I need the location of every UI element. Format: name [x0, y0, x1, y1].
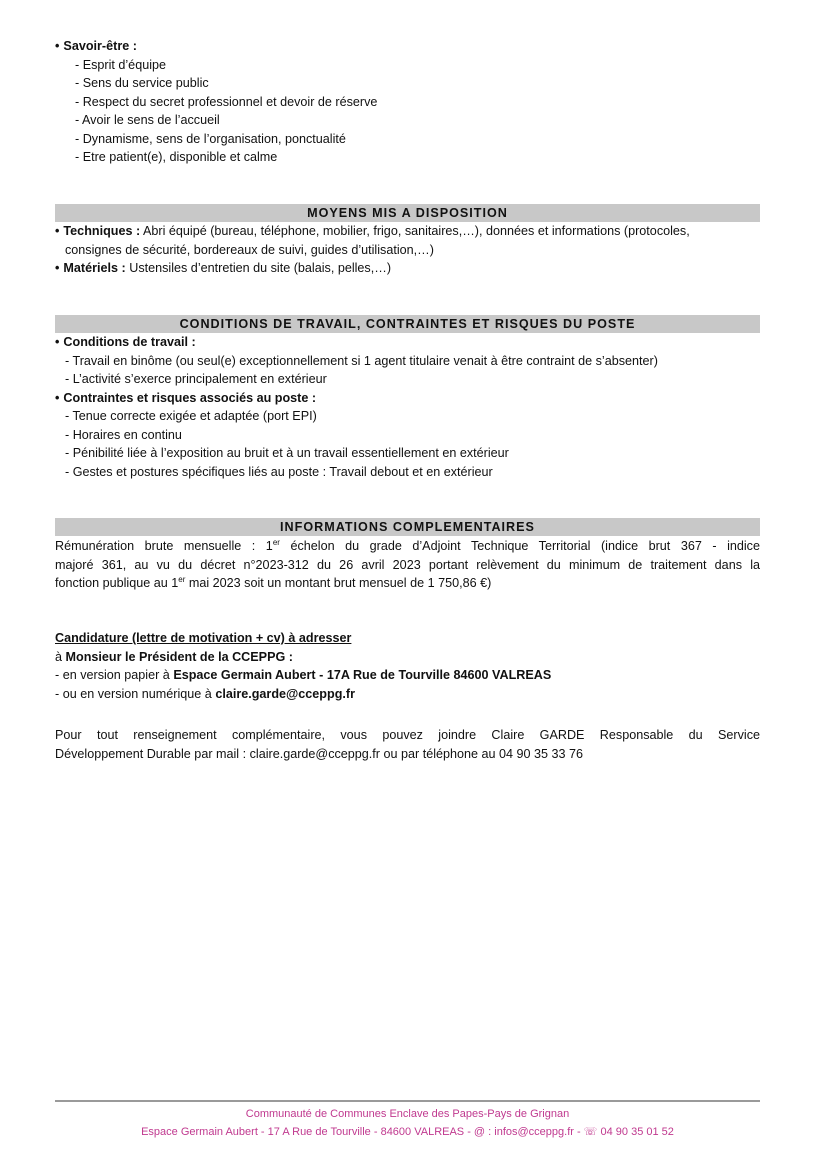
paper-address: Espace Germain Aubert - 17A Rue de Tourville 84600 VALREAS — [173, 668, 552, 682]
materiels-line — [55, 259, 760, 278]
list-item: - Dynamisme, sens de l’organisation, ponctualité — [75, 131, 346, 146]
bullet-icon: • — [55, 261, 60, 275]
recipient-prefix: à — [55, 649, 66, 664]
conditions-label-line — [55, 333, 760, 352]
list-item: - Sens du service public — [75, 76, 209, 90]
list-item: - Horaires en continu — [65, 427, 182, 442]
conditions-label: Conditions de travail : — [63, 335, 196, 349]
remuneration-line-2: majoré 361, au vu du décret n°2023-312 du 26 avril 2023 portant relèvement du minimum de traitement dans la — [55, 557, 760, 572]
materiels-text: Ustensiles d’entretien du site (balais, pelles,…) — [129, 261, 392, 275]
list-item: - Respect du secret professionnel et devoir de réserve — [75, 94, 378, 109]
savoir-etre-title: Savoir-être : — [63, 39, 137, 53]
techniques-label: Techniques : — [63, 224, 141, 238]
remuneration-text: fonction publique au 1 — [55, 576, 179, 590]
remuneration-text: échelon du grade d’Adjoint Technique Territorial (indice brut 367 - indice — [279, 539, 760, 553]
candidature-section — [55, 629, 760, 703]
risks-label-line — [55, 389, 760, 408]
list-item: - Pénibilité liée à l’exposition au bruit et à un travail essentiellement en extérieur — [65, 446, 509, 460]
infos-heading: INFORMATIONS COMPLEMENTAIRES — [55, 518, 760, 536]
remuneration-line-3 — [55, 574, 760, 593]
superscript: er — [272, 538, 280, 547]
list-item: - Tenue correcte exigée et adaptée (port EPI) — [65, 409, 317, 423]
remuneration-line-1 — [55, 537, 760, 556]
techniques-text-cont: consignes de sécurité, bordereaux de suivi, guides d’utilisation,…) — [65, 242, 434, 257]
list-item: - Travail en binôme (ou seul(e) exceptionnellement si 1 agent titulaire venait à être contraint de s’absenter) — [65, 353, 658, 368]
footer-divider — [55, 1100, 760, 1102]
contact-line-1: Pour tout renseignement complémentaire, vous pouvez joindre Claire GARDE Responsable du Service — [55, 728, 760, 742]
contact-line-2: Développement Durable par mail : claire.garde@cceppg.fr ou par téléphone au 04 90 35 33 76 — [55, 746, 584, 761]
savoir-etre-title-line — [55, 37, 760, 56]
contact-section — [55, 726, 760, 763]
footer-org-name: Communauté de Communes Enclave des Papes-Pays de Grignan — [245, 1108, 570, 1120]
digital-email: claire.garde@cceppg.fr — [215, 686, 355, 701]
recipient-name: Monsieur le Président de la CCEPPG : — [65, 649, 293, 664]
candidature-paper — [55, 666, 760, 685]
conditions-heading: CONDITIONS DE TRAVAIL, CONTRAINTES ET RISQUES DU POSTE — [55, 315, 760, 333]
remuneration-text: Rémunération brute mensuelle : 1 — [55, 539, 273, 553]
remuneration-text: mai 2023 soit un montant brut mensuel de 1 750,86 €) — [185, 576, 492, 590]
moyens-section — [55, 222, 760, 278]
list-item: - Avoir le sens de l’accueil — [75, 113, 220, 127]
candidature-title: Candidature (lettre de motivation + cv) à adresser — [55, 631, 352, 645]
footer-address: Espace Germain Aubert - 17 A Rue de Tourville - 84600 VALREAS - @ : infos@cceppg.fr - ☏ 04 90 35 01 52 — [141, 1126, 674, 1138]
superscript: er — [178, 575, 186, 584]
techniques-text: Abri équipé (bureau, téléphone, mobilier, frigo, sanitaires,…), données et informations (protocoles, — [142, 224, 690, 238]
moyens-heading: MOYENS MIS A DISPOSITION — [55, 204, 760, 222]
list-item: - Esprit d’équipe — [75, 57, 167, 72]
list-item: - L’activité s’exerce principalement en extérieur — [65, 372, 327, 386]
materiels-label: Matériels : — [63, 261, 126, 275]
conditions-section — [55, 333, 760, 481]
bullet-icon: • — [55, 39, 60, 53]
bullet-icon: • — [55, 390, 60, 405]
infos-section — [55, 537, 760, 593]
savoir-etre-section — [55, 37, 760, 167]
bullet-icon: • — [55, 224, 60, 238]
paper-prefix: - en version papier à — [55, 668, 174, 682]
bullet-icon: • — [55, 335, 60, 349]
techniques-line — [55, 222, 760, 241]
candidature-recipient — [55, 648, 760, 667]
list-item: - Etre patient(e), disponible et calme — [75, 150, 278, 164]
digital-prefix: - ou en version numérique à — [55, 686, 216, 701]
candidature-digital — [55, 685, 760, 704]
list-item: - Gestes et postures spécifiques liés au poste : Travail debout et en extérieur — [65, 464, 493, 479]
risks-label: Contraintes et risques associés au poste : — [63, 390, 317, 405]
